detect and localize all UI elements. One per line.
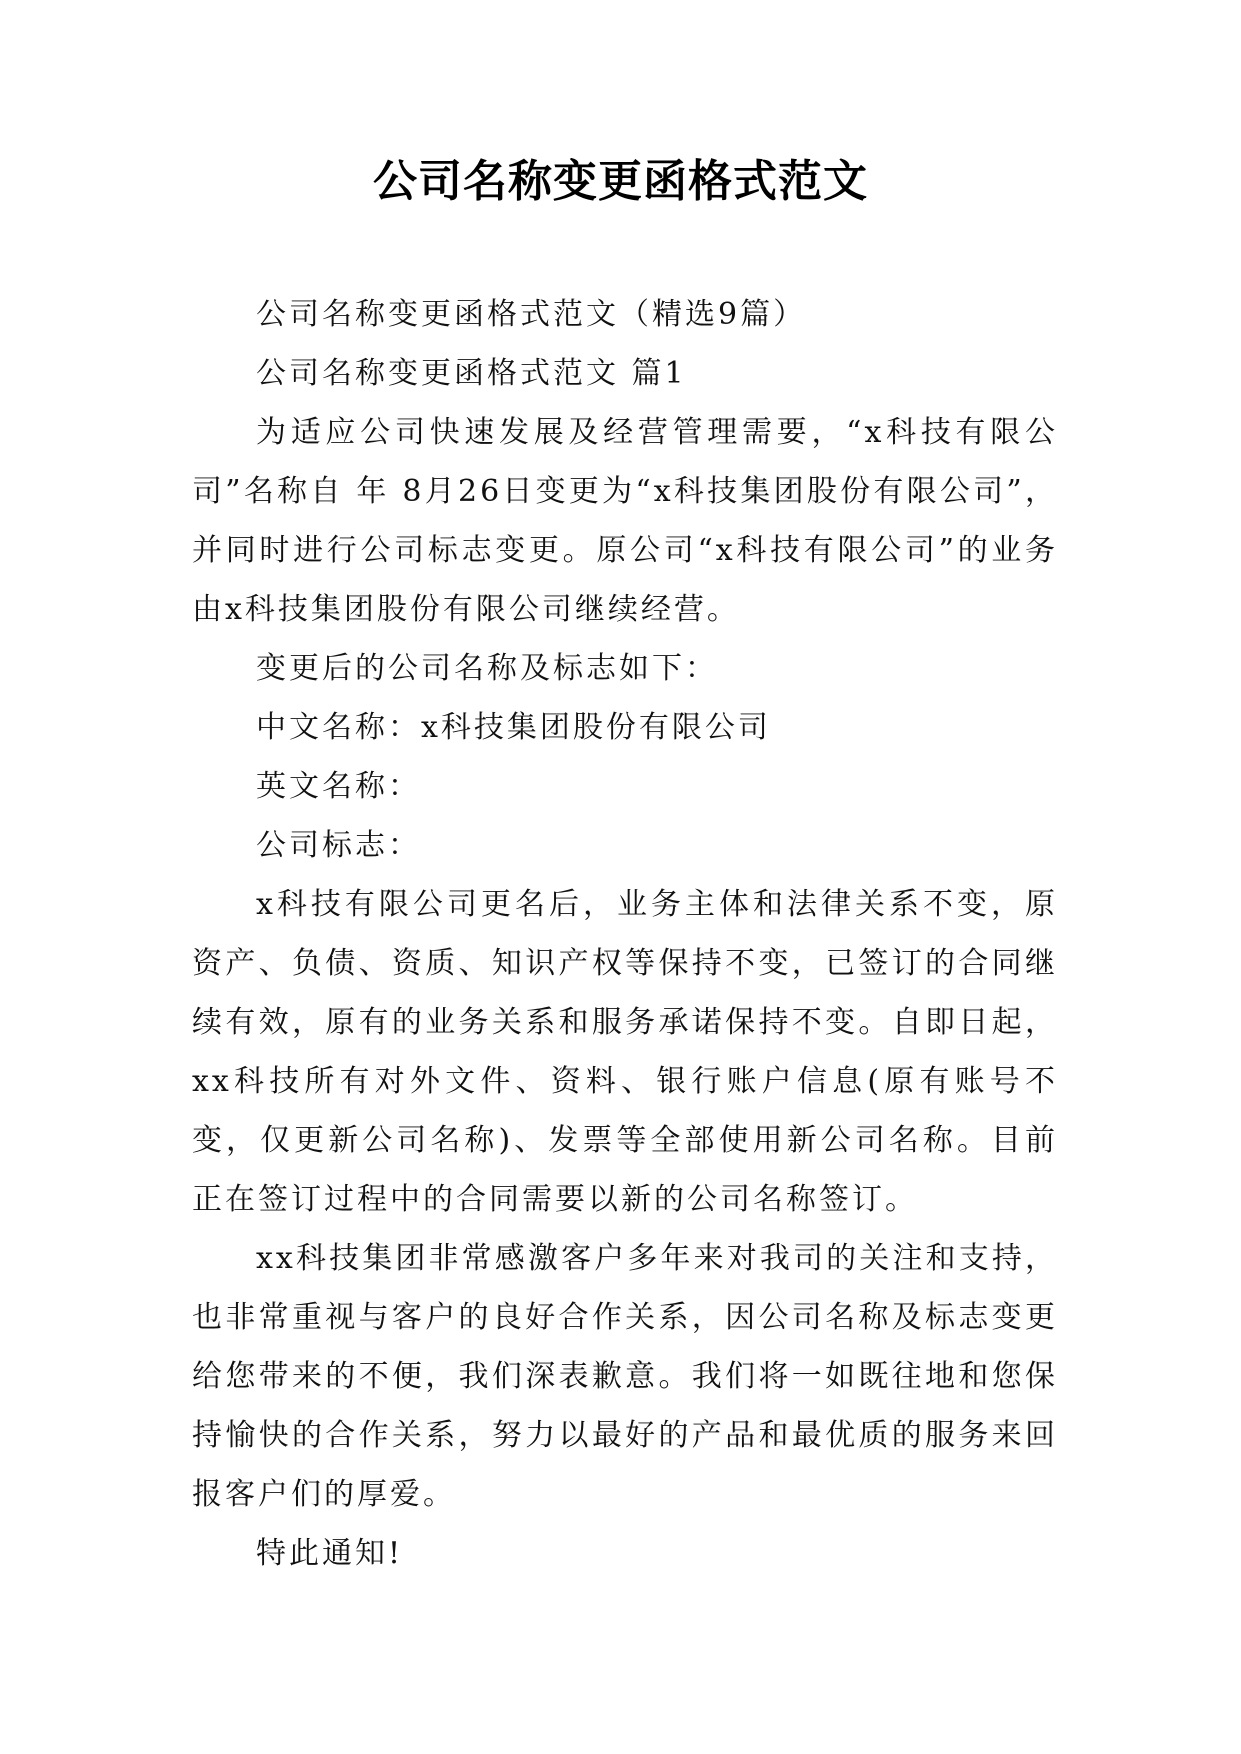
paragraph-details: x科技有限公司更名后，业务主体和法律关系不变，原资产、负债、资质、知识产权等保持不变，已签订的合同继续有效，原有的业务关系和服务承诺保持不变。自即日起，xx科技所有对外文件、资料、银行账户信息(原有账号不变，仅更新公司名称)、发票等全部使用新公司名称。目前正在签订过程中的合同需要以新的公司名称签订。 (192, 887, 1058, 1217)
paragraph-company-logo: 公司标志： (256, 828, 421, 863)
paragraph-section-heading: 公司名称变更函格式范文 篇1 (256, 356, 687, 391)
paragraph-subtitle: 公司名称变更函格式范文（精选9篇） (256, 297, 807, 332)
document-title: 公司名称变更函格式范文 (373, 156, 868, 207)
paragraph-announcement: 为适应公司快速发展及经营管理需要，“x科技有限公司”名称自 年 8月26日变更为“x科技集团股份有限公司”，并同时进行公司标志变更。原公司“x科技有限公司”的业务由x科技集团股份有限公司继续经营。 (192, 415, 1058, 627)
paragraph-closing: 特此通知! (256, 1536, 404, 1571)
paragraph-thanks: xx科技集团非常感激客户多年来对我司的关注和支持，也非常重视与客户的良好合作关系，因公司名称及标志变更给您带来的不便，我们深表歉意。我们将一如既往地和您保持愉快的合作关系，努力以最好的产品和最优质的服务来回报客户们的厚爱。 (192, 1241, 1058, 1512)
document-body (192, 285, 1058, 1583)
paragraph-chinese-name: 中文名称：x科技集团股份有限公司 (256, 710, 771, 745)
paragraph-english-name: 英文名称： (256, 769, 421, 804)
paragraph-intro-list: 变更后的公司名称及标志如下： (256, 651, 718, 686)
